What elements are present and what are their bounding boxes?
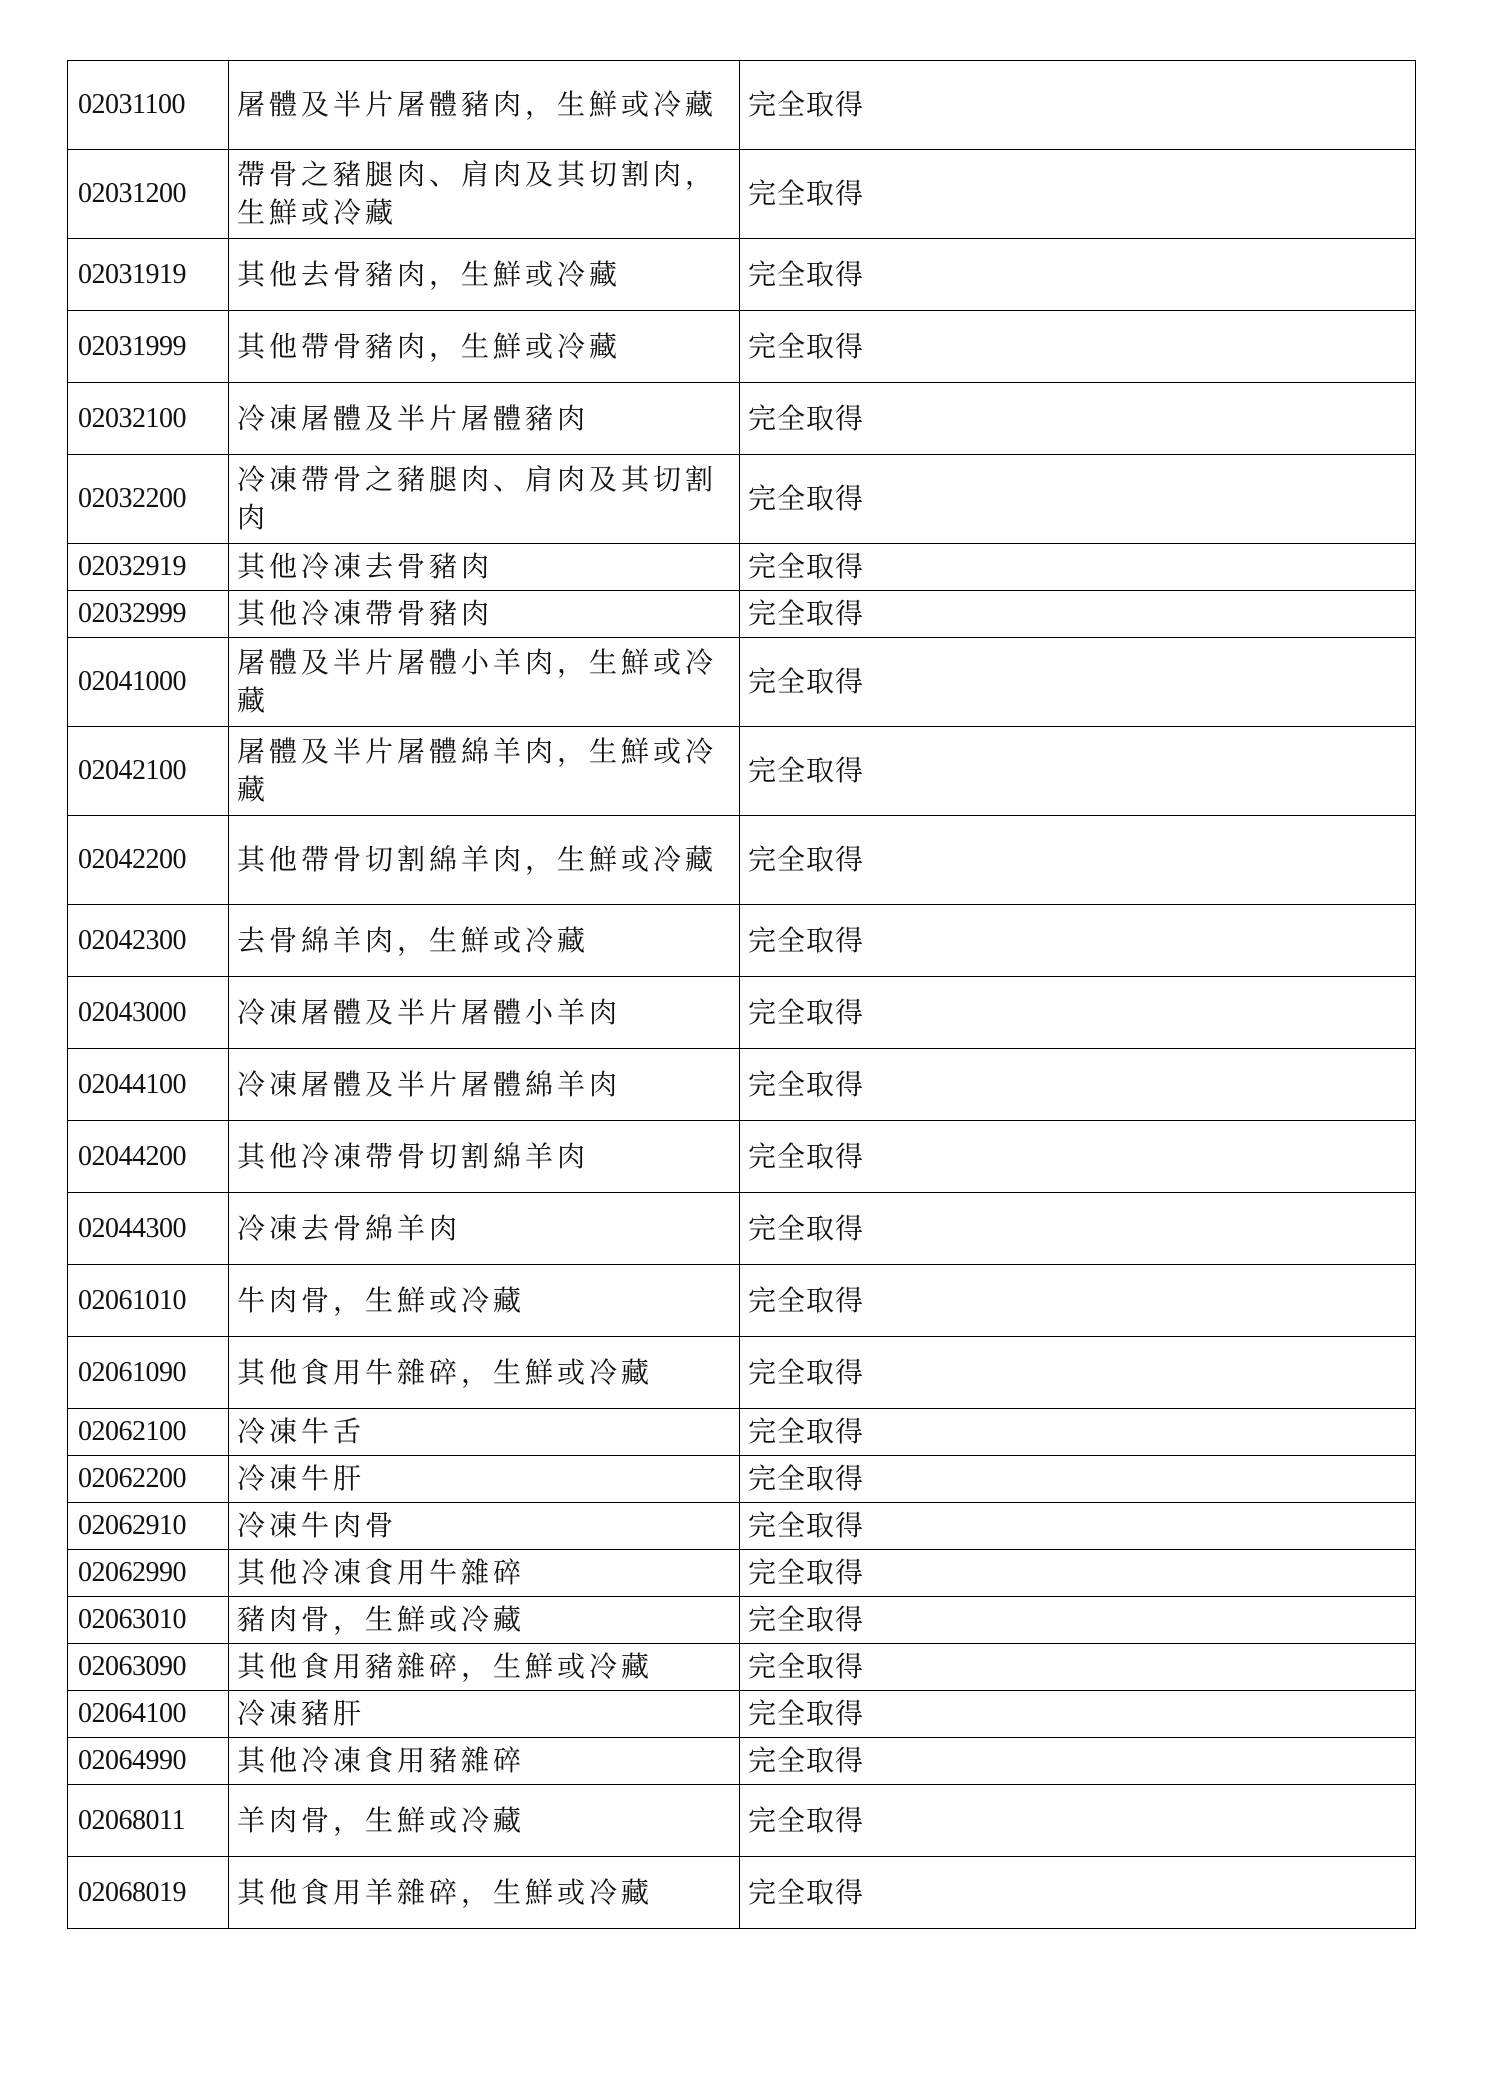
table-row — [68, 1265, 1416, 1337]
origin-criterion-cell: 完全取得 — [740, 1049, 1416, 1121]
origin-criterion-cell: 完全取得 — [740, 544, 1416, 591]
description-cell: 帶骨之豬腿肉、肩肉及其切割肉，生鮮或冷藏 — [229, 150, 740, 239]
description-cell: 其他去骨豬肉，生鮮或冷藏 — [229, 239, 740, 311]
tariff-origin-table — [67, 60, 1416, 1929]
hs-code-cell: 02062200 — [68, 1456, 229, 1503]
hs-code-cell: 02031919 — [68, 239, 229, 311]
origin-criterion-cell: 完全取得 — [740, 1644, 1416, 1691]
description-cell: 屠體及半片屠體綿羊肉，生鮮或冷藏 — [229, 727, 740, 816]
origin-criterion-cell: 完全取得 — [740, 977, 1416, 1049]
origin-criterion-cell: 完全取得 — [740, 1409, 1416, 1456]
description-cell: 其他冷凍食用豬雜碎 — [229, 1738, 740, 1785]
description-cell: 屠體及半片屠體小羊肉，生鮮或冷藏 — [229, 638, 740, 727]
origin-criterion-cell: 完全取得 — [740, 1597, 1416, 1644]
origin-criterion-cell: 完全取得 — [740, 1785, 1416, 1857]
table-row — [68, 905, 1416, 977]
hs-code-cell: 02032100 — [68, 383, 229, 455]
hs-code-cell: 02031200 — [68, 150, 229, 239]
hs-code-cell: 02043000 — [68, 977, 229, 1049]
description-cell: 其他食用豬雜碎，生鮮或冷藏 — [229, 1644, 740, 1691]
origin-criterion-cell: 完全取得 — [740, 591, 1416, 638]
description-cell: 牛肉骨，生鮮或冷藏 — [229, 1265, 740, 1337]
hs-code-cell: 02068019 — [68, 1857, 229, 1929]
description-cell: 其他食用牛雜碎，生鮮或冷藏 — [229, 1337, 740, 1409]
table-row — [68, 591, 1416, 638]
table-body — [68, 61, 1416, 1929]
table-row — [68, 1121, 1416, 1193]
hs-code-cell: 02063010 — [68, 1597, 229, 1644]
origin-criterion-cell: 完全取得 — [740, 61, 1416, 150]
description-cell: 冷凍牛肉骨 — [229, 1503, 740, 1550]
table-row — [68, 1337, 1416, 1409]
description-cell: 冷凍屠體及半片屠體豬肉 — [229, 383, 740, 455]
origin-criterion-cell: 完全取得 — [740, 1456, 1416, 1503]
table-row — [68, 1597, 1416, 1644]
table-row — [68, 816, 1416, 905]
table-row — [68, 727, 1416, 816]
hs-code-cell: 02042300 — [68, 905, 229, 977]
table-row — [68, 638, 1416, 727]
hs-code-cell: 02044100 — [68, 1049, 229, 1121]
table-row — [68, 150, 1416, 239]
description-cell: 冷凍屠體及半片屠體綿羊肉 — [229, 1049, 740, 1121]
table-row — [68, 239, 1416, 311]
description-cell: 其他帶骨切割綿羊肉，生鮮或冷藏 — [229, 816, 740, 905]
hs-code-cell: 02061090 — [68, 1337, 229, 1409]
table-row — [68, 311, 1416, 383]
hs-code-cell: 02032200 — [68, 455, 229, 544]
origin-criterion-cell: 完全取得 — [740, 1121, 1416, 1193]
origin-criterion-cell: 完全取得 — [740, 1857, 1416, 1929]
hs-code-cell: 02032999 — [68, 591, 229, 638]
description-cell: 其他冷凍帶骨豬肉 — [229, 591, 740, 638]
hs-code-cell: 02031999 — [68, 311, 229, 383]
table-row — [68, 1503, 1416, 1550]
description-cell: 冷凍帶骨之豬腿肉、肩肉及其切割肉 — [229, 455, 740, 544]
table-row — [68, 1738, 1416, 1785]
description-cell: 其他冷凍去骨豬肉 — [229, 544, 740, 591]
table-row — [68, 1049, 1416, 1121]
table-row — [68, 1550, 1416, 1597]
origin-criterion-cell: 完全取得 — [740, 383, 1416, 455]
table-row — [68, 977, 1416, 1049]
description-cell: 冷凍牛肝 — [229, 1456, 740, 1503]
origin-criterion-cell: 完全取得 — [740, 1193, 1416, 1265]
description-cell: 去骨綿羊肉，生鮮或冷藏 — [229, 905, 740, 977]
description-cell: 羊肉骨，生鮮或冷藏 — [229, 1785, 740, 1857]
origin-criterion-cell: 完全取得 — [740, 816, 1416, 905]
origin-criterion-cell: 完全取得 — [740, 311, 1416, 383]
description-cell: 其他食用羊雜碎，生鮮或冷藏 — [229, 1857, 740, 1929]
description-cell: 冷凍豬肝 — [229, 1691, 740, 1738]
table-row — [68, 1857, 1416, 1929]
hs-code-cell: 02041000 — [68, 638, 229, 727]
table-row — [68, 1691, 1416, 1738]
hs-code-cell: 02064100 — [68, 1691, 229, 1738]
hs-code-cell: 02042200 — [68, 816, 229, 905]
origin-criterion-cell: 完全取得 — [740, 727, 1416, 816]
origin-criterion-cell: 完全取得 — [740, 905, 1416, 977]
origin-criterion-cell: 完全取得 — [740, 1738, 1416, 1785]
description-cell: 冷凍去骨綿羊肉 — [229, 1193, 740, 1265]
hs-code-cell: 02063090 — [68, 1644, 229, 1691]
hs-code-cell: 02068011 — [68, 1785, 229, 1857]
table-row — [68, 383, 1416, 455]
hs-code-cell: 02032919 — [68, 544, 229, 591]
description-cell: 屠體及半片屠體豬肉，生鮮或冷藏 — [229, 61, 740, 150]
origin-criterion-cell: 完全取得 — [740, 1503, 1416, 1550]
description-cell: 冷凍牛舌 — [229, 1409, 740, 1456]
table-row — [68, 455, 1416, 544]
hs-code-cell: 02044300 — [68, 1193, 229, 1265]
origin-criterion-cell: 完全取得 — [740, 1265, 1416, 1337]
hs-code-cell: 02044200 — [68, 1121, 229, 1193]
origin-criterion-cell: 完全取得 — [740, 455, 1416, 544]
hs-code-cell: 02062100 — [68, 1409, 229, 1456]
hs-code-cell: 02061010 — [68, 1265, 229, 1337]
hs-code-cell: 02064990 — [68, 1738, 229, 1785]
table-row — [68, 1193, 1416, 1265]
origin-criterion-cell: 完全取得 — [740, 150, 1416, 239]
origin-criterion-cell: 完全取得 — [740, 1691, 1416, 1738]
hs-code-cell: 02042100 — [68, 727, 229, 816]
table-row — [68, 544, 1416, 591]
description-cell: 其他帶骨豬肉，生鮮或冷藏 — [229, 311, 740, 383]
origin-criterion-cell: 完全取得 — [740, 239, 1416, 311]
description-cell: 豬肉骨，生鮮或冷藏 — [229, 1597, 740, 1644]
description-cell: 冷凍屠體及半片屠體小羊肉 — [229, 977, 740, 1049]
table-row — [68, 1456, 1416, 1503]
origin-criterion-cell: 完全取得 — [740, 638, 1416, 727]
table-row — [68, 61, 1416, 150]
description-cell: 其他冷凍帶骨切割綿羊肉 — [229, 1121, 740, 1193]
origin-criterion-cell: 完全取得 — [740, 1550, 1416, 1597]
table-row — [68, 1785, 1416, 1857]
hs-code-cell: 02062910 — [68, 1503, 229, 1550]
description-cell: 其他冷凍食用牛雜碎 — [229, 1550, 740, 1597]
hs-code-cell: 02031100 — [68, 61, 229, 150]
origin-criterion-cell: 完全取得 — [740, 1337, 1416, 1409]
table-row — [68, 1409, 1416, 1456]
table-row — [68, 1644, 1416, 1691]
hs-code-cell: 02062990 — [68, 1550, 229, 1597]
